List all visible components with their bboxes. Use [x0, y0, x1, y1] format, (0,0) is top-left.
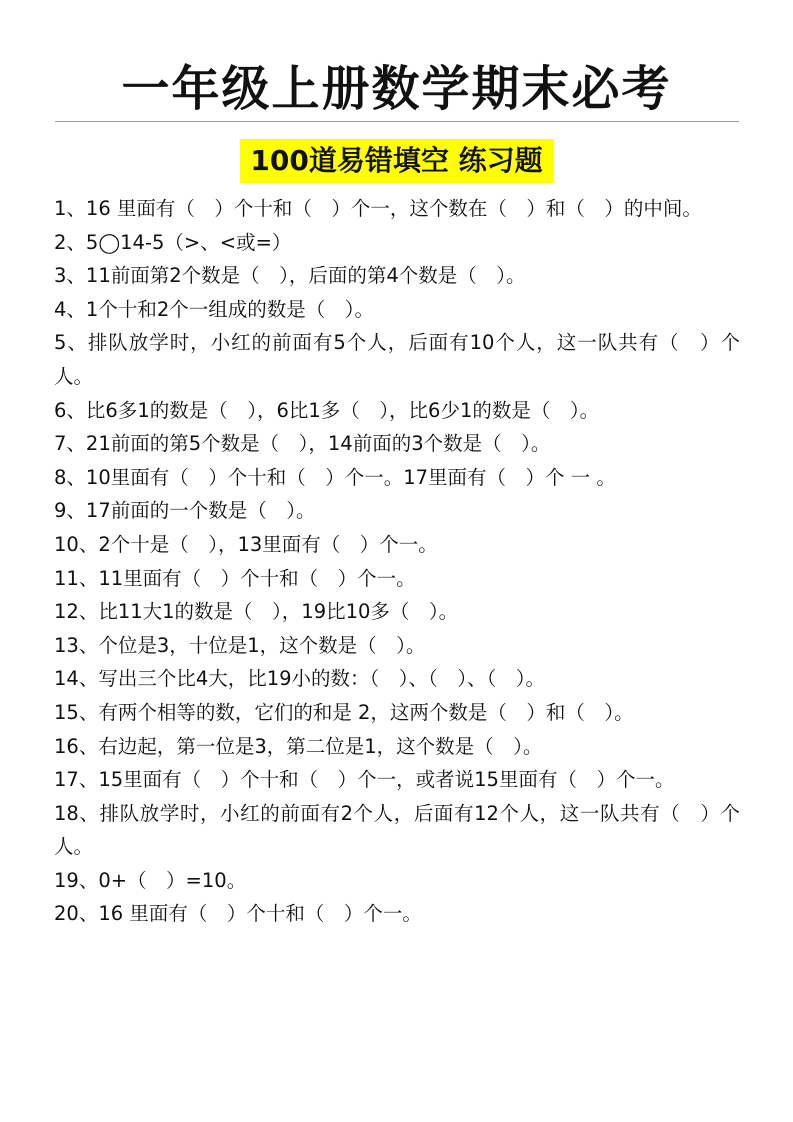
question-item: 14、写出三个比4大，比19小的数：（ ）、（ ）、（ ）。 — [54, 667, 546, 691]
subtitle-container — [0, 139, 793, 183]
question-item: 3、11前面第2个数是（ ），后面的第4个数是（ ）。 — [54, 264, 526, 288]
title-divider — [55, 121, 739, 122]
question-item: 17、15里面有（ ）个十和（ ）个一，或者说15里面有（ ）个一。 — [54, 768, 675, 792]
question-item: 5、排队放学时，小红的前面有5个人，后面有10个人，这一队共有（ ）个人。 — [54, 331, 740, 388]
question-item: 10、2个十是（ ），13里面有（ ）个一。 — [54, 532, 438, 556]
question-item: 18、排队放学时，小红的前面有2个人，后面有12个人，这一队共有（ ）个人。 — [54, 801, 740, 859]
question-item: 1、16 里面有（ ）个十和（ ）个一，这个数在（ ）和（ ）的中间。 — [54, 197, 702, 220]
subtitle-highlight: 100道易错填空 练习题 — [240, 139, 552, 183]
question-item: 6、比6多1的数是（ ），6比1多（ ），比6少1的数是（ ）。 — [54, 398, 600, 422]
question-item: 11、11里面有（ ）个十和（ ）个一。 — [54, 566, 416, 590]
question-item: 15、有两个相等的数，它们的和是 2，这两个数是（ ）和（ ）。 — [54, 700, 634, 724]
question-item: 12、比11大1的数是（ ），19比10多（ ）。 — [54, 600, 459, 624]
question-item: 8、10里面有（ ）个十和（ ）个一。17里面有（ ）个 一 。 — [54, 465, 616, 489]
question-item: 4、1个十和2个一组成的数是（ ）。 — [54, 297, 374, 321]
question-item: 9、17前面的一个数是（ ）。 — [54, 499, 316, 523]
page-title: 一年级上册数学期末必考 — [121, 61, 672, 117]
question-item: 13、个位是3，十位是1，这个数是（ ）。 — [54, 633, 426, 657]
question-item: 2、5◯14-5（>、<或=） — [54, 230, 292, 254]
question-item: 16、右边起，第一位是3，第二位是1，这个数是（ ）。 — [54, 734, 543, 758]
question-item: 20、16 里面有（ ）个十和（ ）个一。 — [54, 902, 422, 926]
question-item: 19、0+（ ）=10。 — [54, 868, 247, 892]
question-item: 7、21前面的第5个数是（ ），14前面的3个数是（ ）。 — [54, 432, 551, 456]
question-list — [54, 192, 740, 931]
